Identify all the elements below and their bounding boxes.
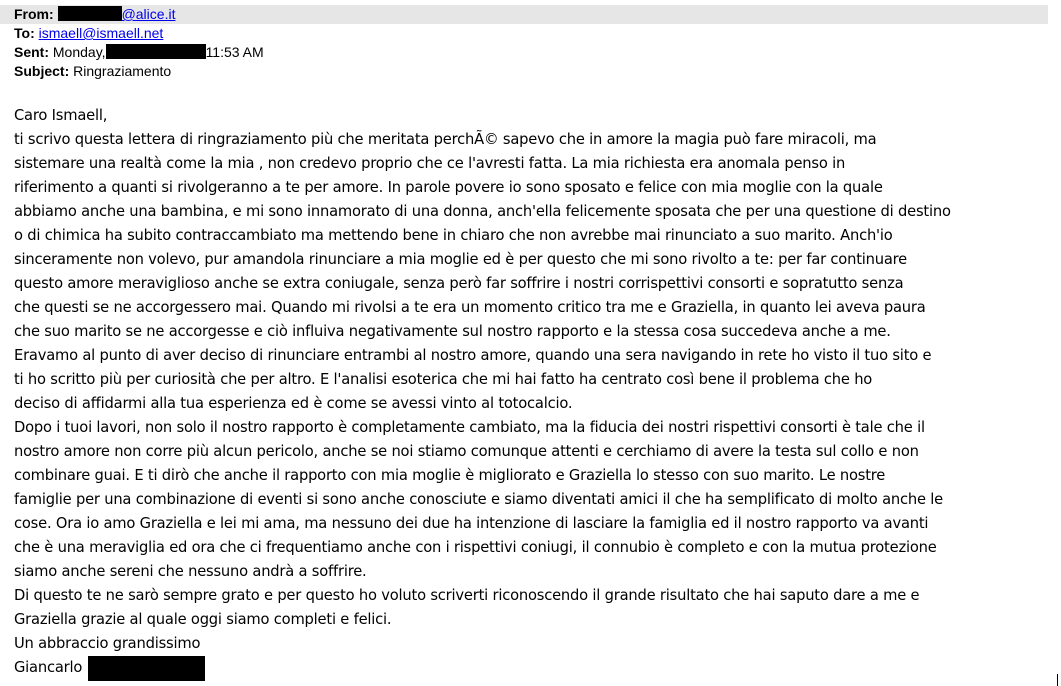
redacted-signature-surname xyxy=(88,656,205,681)
body-line: che suo marito se ne accorgesse e ciò influiva negativamente sul nostro rapporto e la stessa cosa succedeva anche a me. xyxy=(14,323,891,340)
subject-label: Subject: xyxy=(14,63,70,79)
to-address-link[interactable]: ismaell@ismaell.net xyxy=(38,25,164,41)
to-row xyxy=(0,24,1061,43)
sent-row xyxy=(0,43,1061,62)
body-line: ti scrivo questa lettera di ringraziamento più che meritata perchÃ© sapevo che in amore la magia può fare miracoli, ma xyxy=(14,131,877,148)
body-line: cose. Ora io amo Graziella e lei mi ama, ma nessuno dei due ha intenzione di lasciare la famiglia ed il nostro rapporto va avanti xyxy=(14,515,929,532)
body-line: Dopo i tuoi lavori, non solo il nostro rapporto è completamente cambiato, ma la fiducia dei nostri rispettivi consorti è tale che il xyxy=(14,419,925,436)
body-line: siamo anche sereni che nessuno andrà a soffrire. xyxy=(14,563,367,580)
redacted-sent-date xyxy=(106,44,206,59)
signature-name: Giancarlo xyxy=(14,659,83,676)
subject-row xyxy=(0,62,1061,81)
from-row xyxy=(0,5,1048,24)
body-line: sinceramente non volevo, pur amandola rinunciare a mia moglie ed è per questo che mi sono rivolto a te: per far continuare xyxy=(14,251,908,268)
from-label: From: xyxy=(14,6,54,22)
sent-label: Sent: xyxy=(14,44,49,60)
email-header xyxy=(0,0,1061,81)
body-line: Di questo te ne sarò sempre grato e per questo ho voluto scriverti riconoscendo il grande risultato che hai saputo dare a me e xyxy=(14,587,920,604)
body-line: Graziella grazie al quale oggi siamo completi e felici. xyxy=(14,611,392,628)
body-line: riferimento a quanti si rivolgeranno a te per amore. In parole povere io sono sposato e felice con mia moglie con la quale xyxy=(14,179,883,196)
body-line: Eravamo al punto di aver deciso di rinunciare entrambi al nostro amore, quando una sera navigando in rete ho visto il tuo sito e xyxy=(14,347,932,364)
body-line: nostro amore non corre più alcun pericolo, anche se noi stiamo comunque attenti e cerchiamo di avere la testa sul collo e non xyxy=(14,443,919,460)
subject-value: Ringraziamento xyxy=(73,63,172,79)
body-line: ti ho scritto più per curiosità che per altro. E l'analisi esoterica che mi hai fatto ha centrato così bene il problema che ho xyxy=(14,371,873,388)
body-line: sistemare una realtà come la mia , non credevo proprio che ce l'avresti fatta. La mia richiesta era anomala penso in xyxy=(14,155,846,172)
body-line: deciso di affidarmi alla tua esperienza ed è come se avessi vinto al totocalcio. xyxy=(14,395,573,412)
body-line: Caro Ismaell, xyxy=(14,107,108,124)
body-line: che questi se ne accorgessero mai. Quando mi rivolsi a te era un momento critico tra me e Graziella, in quanto lei aveva paura xyxy=(14,299,926,316)
body-line: che è una meraviglia ed ora che ci frequentiamo anche con i rispettivi coniugi, il connubio è completo e con la mutua protezione xyxy=(14,539,937,556)
body-line: Un abbraccio grandissimo xyxy=(14,635,201,652)
body-line: questo amore meraviglioso anche se extra coniugale, senza però far soffrire i nostri corrispettivi consorti e sopratutto senza xyxy=(14,275,904,292)
to-label: To: xyxy=(14,25,35,41)
from-address-link[interactable]: @alice.it xyxy=(121,6,176,22)
signature-line xyxy=(14,656,1054,680)
body-line: combinare guai. E ti dirò che anche il rapporto con mia moglie è migliorato e Graziella lo stesso con suo marito. Le nostre xyxy=(14,467,886,484)
sent-day: Monday, xyxy=(52,44,106,60)
sent-time: 11:53 AM xyxy=(205,44,264,60)
email-body xyxy=(14,104,1054,680)
body-line: abbiamo anche una bambina, e mi sono innamorato di una donna, anch'ella felicemente sposata che per una questione di destino xyxy=(14,203,951,220)
redacted-sender-name xyxy=(58,6,122,21)
text-cursor xyxy=(1057,674,1058,686)
body-line: o di chimica ha subito contraccambiato ma mettendo bene in chiaro che non avrebbe mai rinunciato a suo marito. Anch'io xyxy=(14,227,893,244)
body-line: famiglie per una combinazione di eventi si sono anche conosciute e siamo diventati amici il che ha semplificato di molto anche le xyxy=(14,491,943,508)
